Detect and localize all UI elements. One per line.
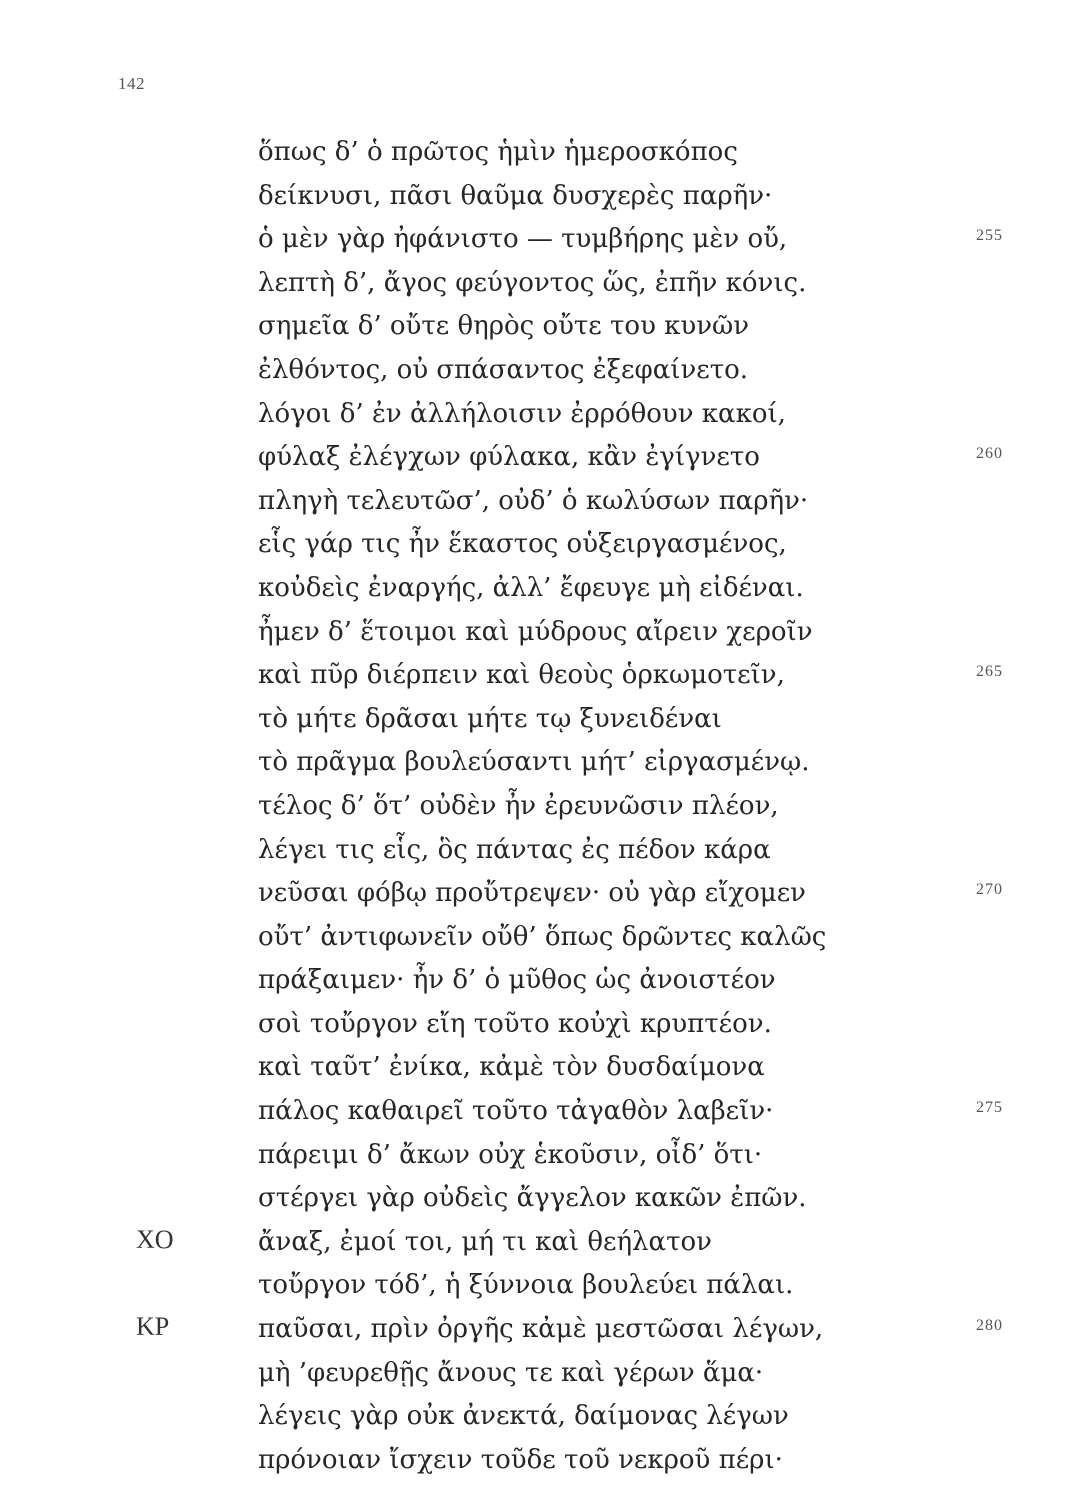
verse-line (0, 744, 1067, 788)
verse-line (0, 1180, 1067, 1224)
verse-line (0, 962, 1067, 1006)
verse-line (0, 1049, 1067, 1093)
line-number: 255 (976, 227, 1003, 245)
verse-text: παῦσαι, πρὶν ὀργῆς κἀμὲ μεστῶσαι λέγων, (258, 1314, 824, 1345)
verse-text: σοὶ τοὔργον εἴη τοῦτο κοὐχὶ κρυπτέον. (258, 1008, 772, 1039)
speaker-label: ΧΟ (136, 1224, 174, 1254)
verse-text: λεπτὴ δ’, ἄγος φεύγοντος ὥς, ἐπῆν κόνις. (258, 267, 807, 298)
verse-text: λέγει τις εἷς, ὃς πάντας ἐς πέδον κάρα (258, 834, 771, 865)
verse-text: εἷς γάρ τις ἦν ἕκαστος οὑξειργασμένος, (258, 529, 787, 560)
verse-line (0, 788, 1067, 832)
verse-text: μὴ ’φευρεθῇς ἄνους τε καὶ γέρων ἅμα· (258, 1357, 764, 1388)
verse-text: τὸ πρᾶγμα βουλεύσαντι μήτ’ εἰργασμένῳ. (258, 747, 810, 778)
verse-line (0, 1442, 1067, 1486)
verse-text: ἄναξ, ἐμοί τοι, μή τι καὶ θεήλατον (258, 1226, 712, 1257)
verse-text: πάλος καθαιρεῖ τοῦτο τἀγαθὸν λαβεῖν· (258, 1096, 774, 1127)
verse-block (0, 134, 1067, 1485)
verse-line (0, 352, 1067, 396)
verse-text: νεῦσαι φόβῳ προὔτρεψεν· οὐ γὰρ εἴχομεν (258, 878, 806, 909)
verse-line (0, 832, 1067, 876)
line-number: 270 (976, 881, 1003, 899)
verse-line (0, 221, 1067, 265)
verse-line (0, 919, 1067, 963)
verse-line (0, 1355, 1067, 1399)
verse-text: κοὐδεὶς ἐναργής, ἀλλ’ ἔφευγε μὴ εἰδέναι. (258, 572, 804, 603)
verse-text: καὶ ταῦτ’ ἐνίκα, κἀμὲ τὸν δυσδαίμονα (258, 1052, 765, 1083)
verse-line (0, 614, 1067, 658)
verse-text: τέλος δ’ ὅτ’ οὐδὲν ἦν ἐρευνῶσιν πλέον, (258, 790, 779, 821)
verse-text: πρόνοιαν ἴσχειν τοῦδε τοῦ νεκροῦ πέρι· (258, 1444, 783, 1475)
page-number: 142 (118, 74, 145, 93)
verse-text: φύλαξ ἐλέγχων φύλακα, κἂν ἐγίγνετο (258, 442, 760, 473)
line-number: 260 (976, 445, 1003, 463)
line-number: 275 (976, 1099, 1003, 1117)
verse-line (0, 178, 1067, 222)
verse-text: ἦμεν δ’ ἕτοιμοι καὶ μύδρους αἴρειν χεροῖν (258, 616, 813, 647)
verse-line (0, 1137, 1067, 1181)
verse-line (0, 1093, 1067, 1137)
verse-line (0, 1267, 1067, 1311)
verse-line (0, 134, 1067, 178)
speaker-label: ΚΡ (136, 1312, 170, 1342)
verse-line (0, 875, 1067, 919)
line-number: 265 (976, 663, 1003, 681)
verse-line (0, 1224, 1067, 1268)
verse-line (0, 483, 1067, 527)
verse-text: ὅπως δ’ ὁ πρῶτος ἡμὶν ἡμεροσκόπος (258, 137, 738, 167)
verse-line (0, 657, 1067, 701)
verse-line (0, 1006, 1067, 1050)
verse-text: ὁ μὲν γὰρ ἠφάνιστο — τυμβήρης μὲν οὔ, (258, 224, 788, 255)
verse-line (0, 1311, 1067, 1355)
line-number: 280 (976, 1317, 1003, 1335)
verse-text: λέγεις γὰρ οὐκ ἀνεκτά, δαίμονας λέγων (258, 1401, 789, 1432)
verse-line (0, 439, 1067, 483)
verse-text: τὸ μήτε δρᾶσαι μήτε τῳ ξυνειδέναι (258, 703, 722, 734)
verse-line (0, 1398, 1067, 1442)
verse-text: οὔτ’ ἀντιφωνεῖν οὔθ’ ὅπως δρῶντες καλῶς (258, 921, 827, 952)
verse-text: σημεῖα δ’ οὔτε θηρὸς οὔτε του κυνῶν (258, 311, 750, 342)
verse-text: δείκνυσι, πᾶσι θαῦμα δυσχερὲς παρῆν· (258, 180, 773, 211)
verse-line (0, 396, 1067, 440)
verse-text: ἐλθόντος, οὐ σπάσαντος ἐξεφαίνετο. (258, 354, 749, 385)
verse-line (0, 701, 1067, 745)
verse-line (0, 265, 1067, 309)
verse-text: πάρειμι δ’ ἄκων οὐχ ἑκοῦσιν, οἶδ’ ὅτι· (258, 1139, 763, 1170)
verse-text: καὶ πῦρ διέρπειν καὶ θεοὺς ὁρκωμοτεῖν, (258, 660, 785, 691)
verse-line (0, 570, 1067, 614)
verse-line (0, 526, 1067, 570)
verse-line (0, 308, 1067, 352)
verse-text: τοὔργον τόδ’, ἡ ξύννοια βουλεύει πάλαι. (258, 1270, 794, 1301)
verse-text: στέργει γὰρ οὐδεὶς ἄγγελον κακῶν ἐπῶν. (258, 1183, 807, 1214)
verse-text: πράξαιμεν· ἦν δ’ ὁ μῦθος ὡς ἀνοιστέον (258, 965, 776, 996)
verse-text: πληγὴ τελευτῶσ’, οὐδ’ ὁ κωλύσων παρῆν· (258, 485, 809, 516)
verse-text: λόγοι δ’ ἐν ἀλλήλοισιν ἐρρόθουν κακοί, (258, 398, 786, 429)
